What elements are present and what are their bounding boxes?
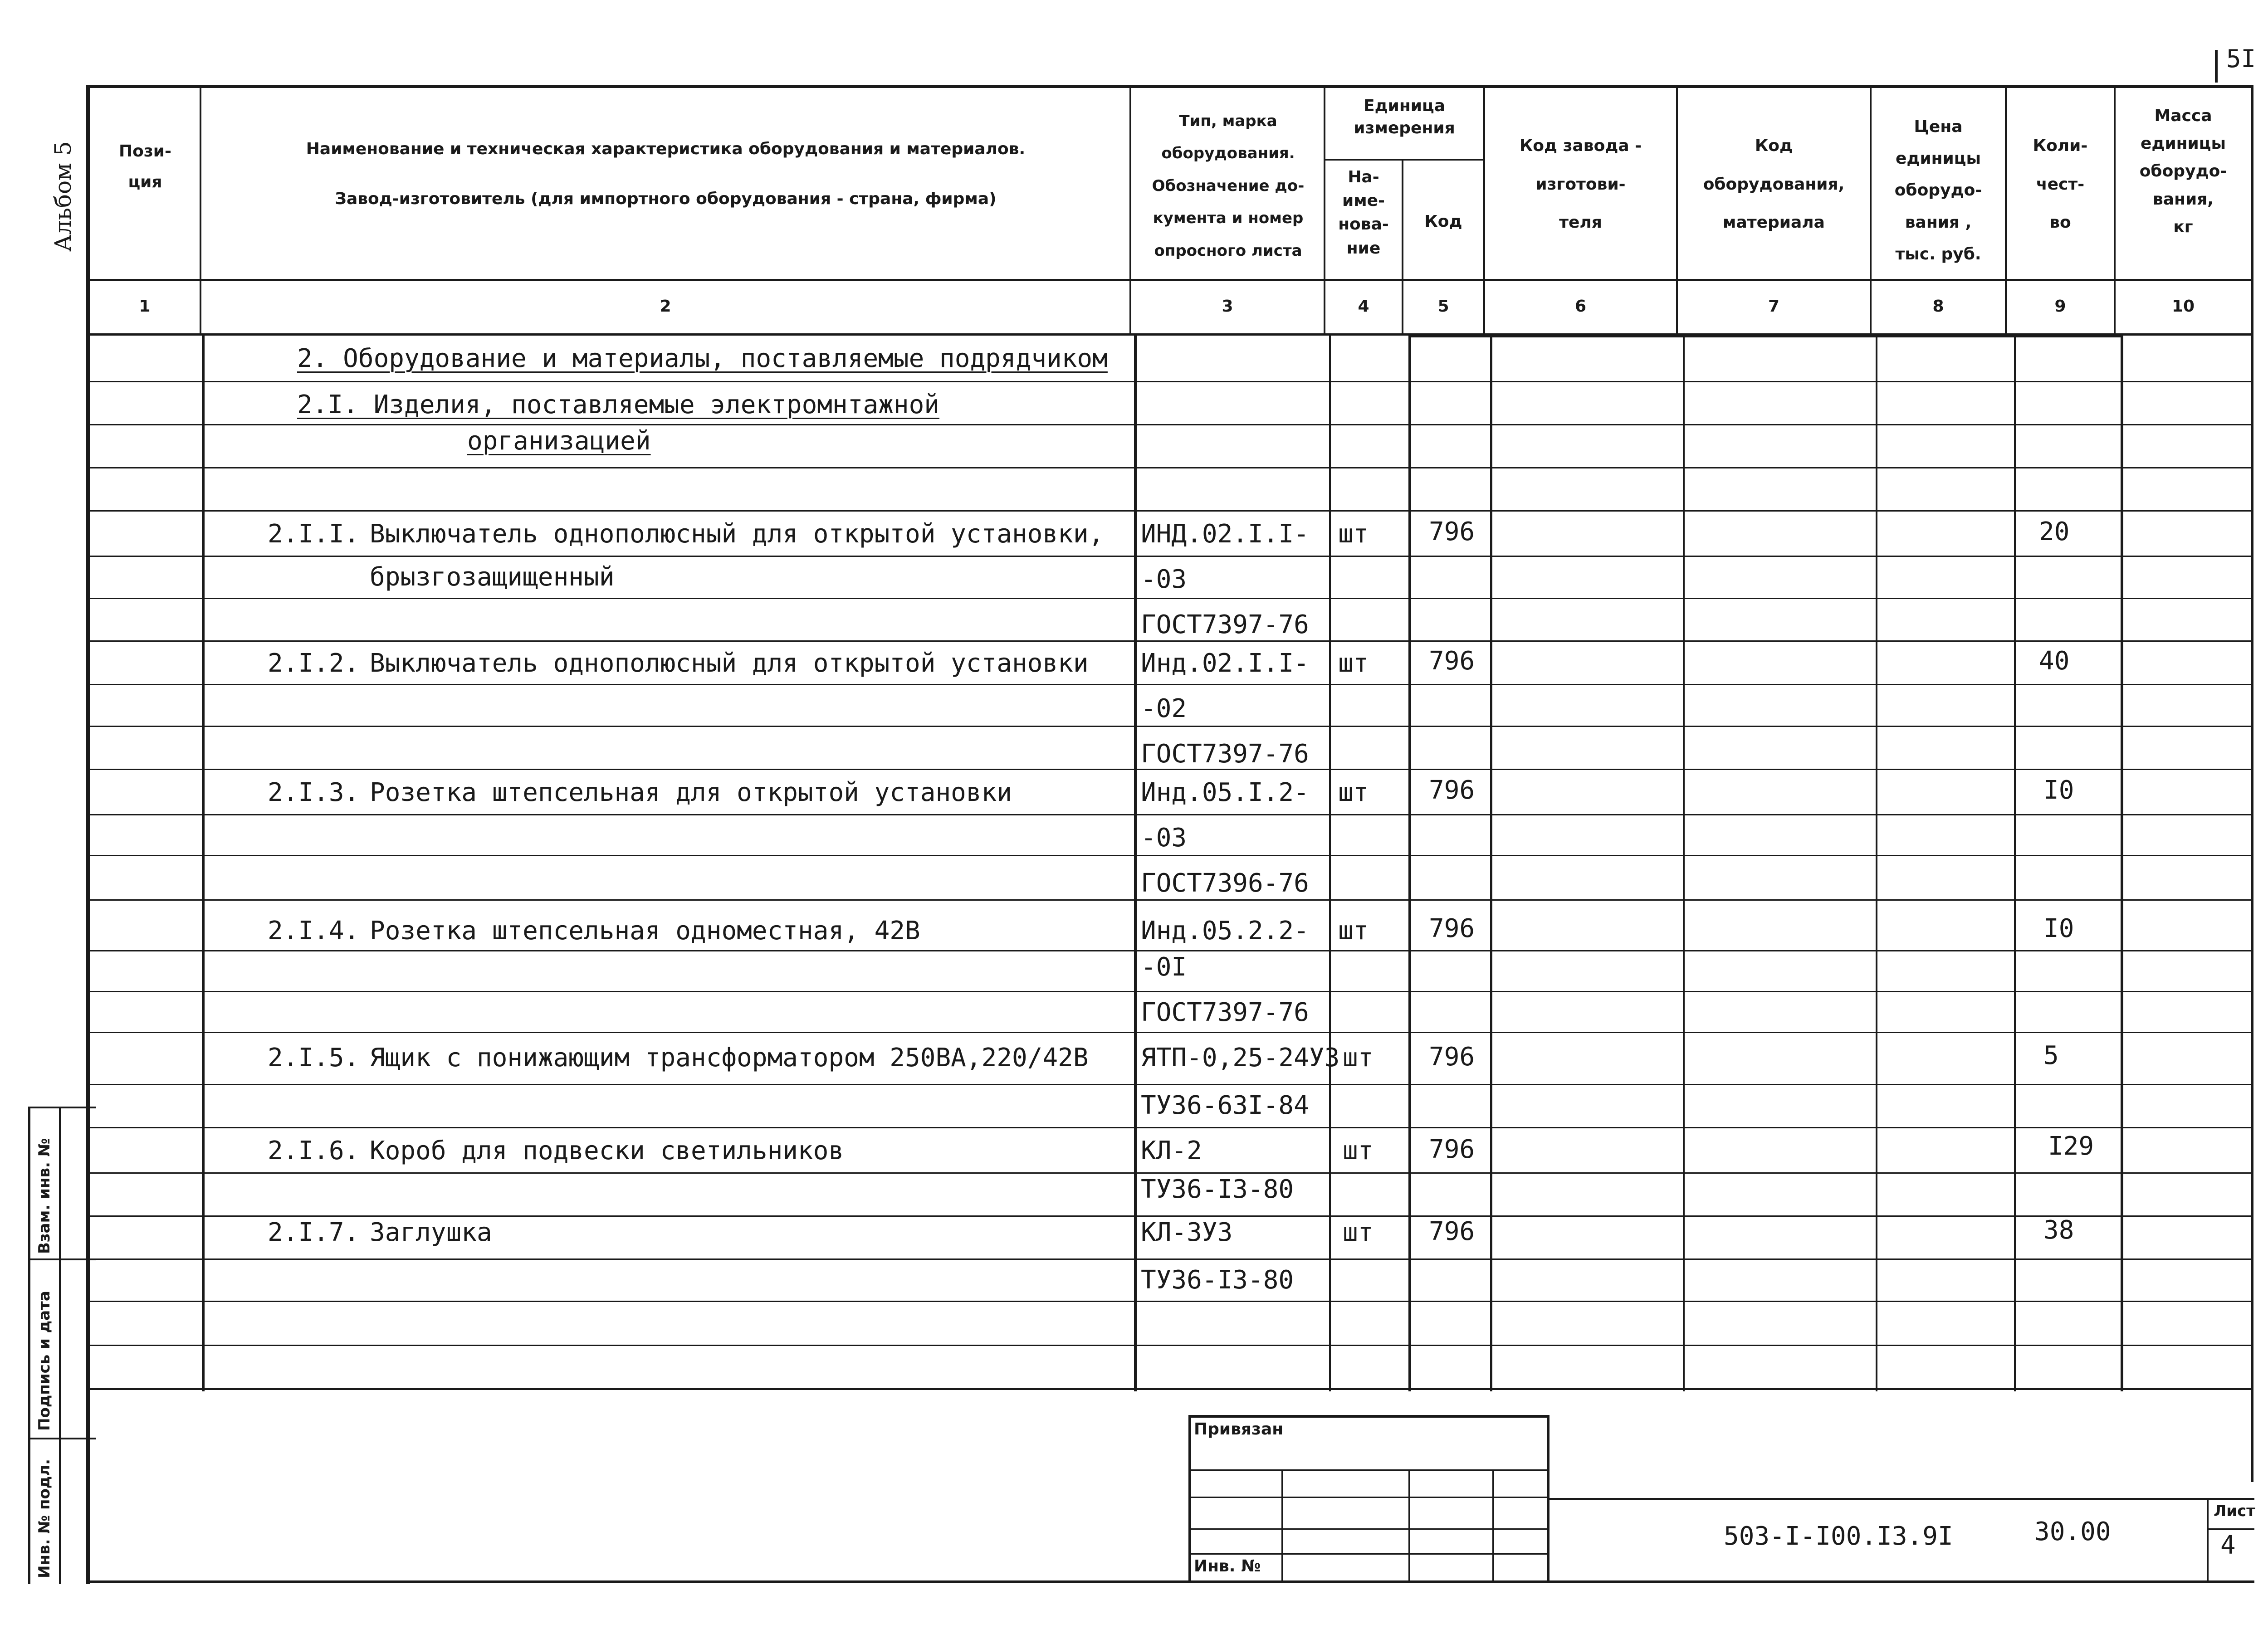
item-unit: шт [1338, 649, 1369, 678]
col-num-3: 3 [1222, 297, 1233, 316]
item-quantity: 38 [2043, 1215, 2074, 1245]
item-type: ЯТП-0,25-24УЗ [1141, 1043, 1340, 1073]
col-num-10: 10 [2171, 297, 2195, 316]
item-type: -03 [1141, 823, 1187, 853]
header-col5: Код [1424, 212, 1462, 231]
item-type: КЛ-2 [1141, 1136, 1202, 1166]
header-col8: Цена единицы оборудо- вания , тыс. руб. [1894, 117, 1982, 263]
col-num-7: 7 [1768, 297, 1780, 316]
header-unit-group: Единица измерения [1354, 97, 1455, 137]
item-position: 2.I.2. [268, 649, 360, 678]
list-number: 4 [2220, 1531, 2236, 1560]
page-number: 5I [2226, 44, 2256, 73]
header-col9: Коли- чест- во [2033, 137, 2088, 232]
item-standard: ГОСТ7397-76 [1141, 739, 1309, 769]
item-position: 2.I.7. [268, 1218, 360, 1247]
item-name: Розетка штепсельная для открытой установки [370, 778, 1012, 807]
item-unit-code: 796 [1429, 646, 1475, 676]
col-num-6: 6 [1574, 297, 1587, 316]
item-name-continuation: брызгозащищенный [370, 562, 615, 592]
item-type: -02 [1141, 694, 1187, 723]
item-unit: шт [1343, 1043, 1374, 1073]
section-title: 2. Оборудование и материалы, поставляемые подрядчиком [297, 344, 1108, 373]
item-position: 2.I.I. [268, 519, 360, 549]
item-position: 2.I.3. [268, 778, 360, 807]
item-unit: шт [1338, 916, 1369, 946]
col-num-5: 5 [1437, 297, 1449, 316]
sheet-code: 30.00 [2034, 1517, 2111, 1546]
item-type: Инд.02.I.I- [1141, 649, 1309, 678]
item-type: Инд.05.2.2- [1141, 916, 1309, 946]
header-col7: Код оборудования, материала [1703, 137, 1845, 232]
col-num-8: 8 [1932, 297, 1944, 316]
header-col3: Тип, марка оборудования. Обозначение до- кумента и номер опросного листа [1152, 112, 1305, 260]
item-type: ИНД.02.I.I- [1141, 519, 1309, 549]
item-quantity: I29 [2048, 1132, 2094, 1161]
item-unit-code: 796 [1429, 517, 1475, 546]
item-type: ТУ36-I3-80 [1141, 1175, 1294, 1204]
privyazan-label: Привязан [1194, 1420, 1284, 1439]
item-unit-code: 796 [1429, 1042, 1475, 1072]
item-quantity: 40 [2039, 646, 2070, 676]
inv-podl-label: Инв. № подл. [35, 1458, 54, 1578]
item-quantity: I0 [2043, 776, 2074, 805]
item-name: Выключатель однополюсный для открытой установки [370, 649, 1089, 678]
item-unit: шт [1338, 519, 1369, 549]
col-num-4: 4 [1358, 297, 1369, 316]
item-quantity: I0 [2043, 914, 2074, 943]
item-standard: ГОСТ7397-76 [1141, 610, 1309, 639]
item-type: ТУ36-63I-84 [1141, 1091, 1309, 1120]
item-unit-code: 796 [1429, 1217, 1475, 1246]
item-position: 2.I.5. [268, 1043, 360, 1073]
header-col2-line2: Завод-изготовитель (для импортного оборудования - страна, фирма) [335, 190, 997, 208]
item-unit-code: 796 [1429, 914, 1475, 943]
item-standard: ГОСТ7397-76 [1141, 998, 1309, 1027]
item-type: -03 [1141, 565, 1187, 594]
album-label: Альбом 5 [50, 141, 76, 252]
inv-no-label: Инв. № [1194, 1557, 1261, 1575]
document-code: 503-I-I00.I3.9I [1724, 1522, 1953, 1551]
item-quantity: 20 [2039, 517, 2070, 546]
col-num-2: 2 [660, 297, 671, 316]
item-position: 2.I.4. [268, 916, 360, 946]
item-type: -0I [1141, 952, 1187, 982]
subsection-title-line1: 2.I. Изделия, поставляемые электромнтажной [297, 390, 940, 419]
header-col1: Пози- ция [119, 142, 171, 192]
header-col6: Код завода - изготови- теля [1519, 137, 1642, 232]
item-unit-code: 796 [1429, 1135, 1475, 1164]
col-num-9: 9 [2054, 297, 2066, 316]
item-unit-code: 796 [1429, 776, 1475, 805]
item-name: Ящик с понижающим трансформатором 250ВА,220/42В [370, 1043, 1089, 1073]
item-type: КЛ-ЗУЗ [1141, 1218, 1233, 1247]
item-standard: ГОСТ7396-76 [1141, 868, 1309, 898]
item-name: Заглушка [370, 1218, 492, 1247]
item-name: Выключатель однополюсный для открытой установки, [370, 519, 1104, 549]
item-unit: шт [1343, 1218, 1374, 1247]
item-name: Розетка штепсельная одноместная, 42В [370, 916, 920, 946]
item-quantity: 5 [2043, 1041, 2059, 1070]
item-type: ТУ36-I3-80 [1141, 1265, 1294, 1295]
item-type: Инд.05.I.2- [1141, 778, 1309, 807]
item-name: Короб для подвески светильников [370, 1136, 844, 1166]
vzam-inv-label: Взам. инв. № [35, 1138, 54, 1254]
item-unit: шт [1338, 778, 1369, 807]
col-num-1: 1 [139, 297, 151, 316]
podpis-data-label: Подпись и дата [35, 1291, 54, 1431]
item-unit: шт [1343, 1136, 1374, 1166]
header-col4: На- име- нова- ние [1338, 168, 1389, 258]
item-position: 2.I.6. [268, 1136, 360, 1166]
subsection-title-line2: организацией [467, 426, 651, 456]
header-col2-line1: Наименование и техническая характеристика оборудования и материалов. [306, 140, 1026, 158]
list-label: Лист [2214, 1502, 2255, 1520]
header-col10: Масса единицы оборудо- вания, кг [2139, 107, 2227, 236]
